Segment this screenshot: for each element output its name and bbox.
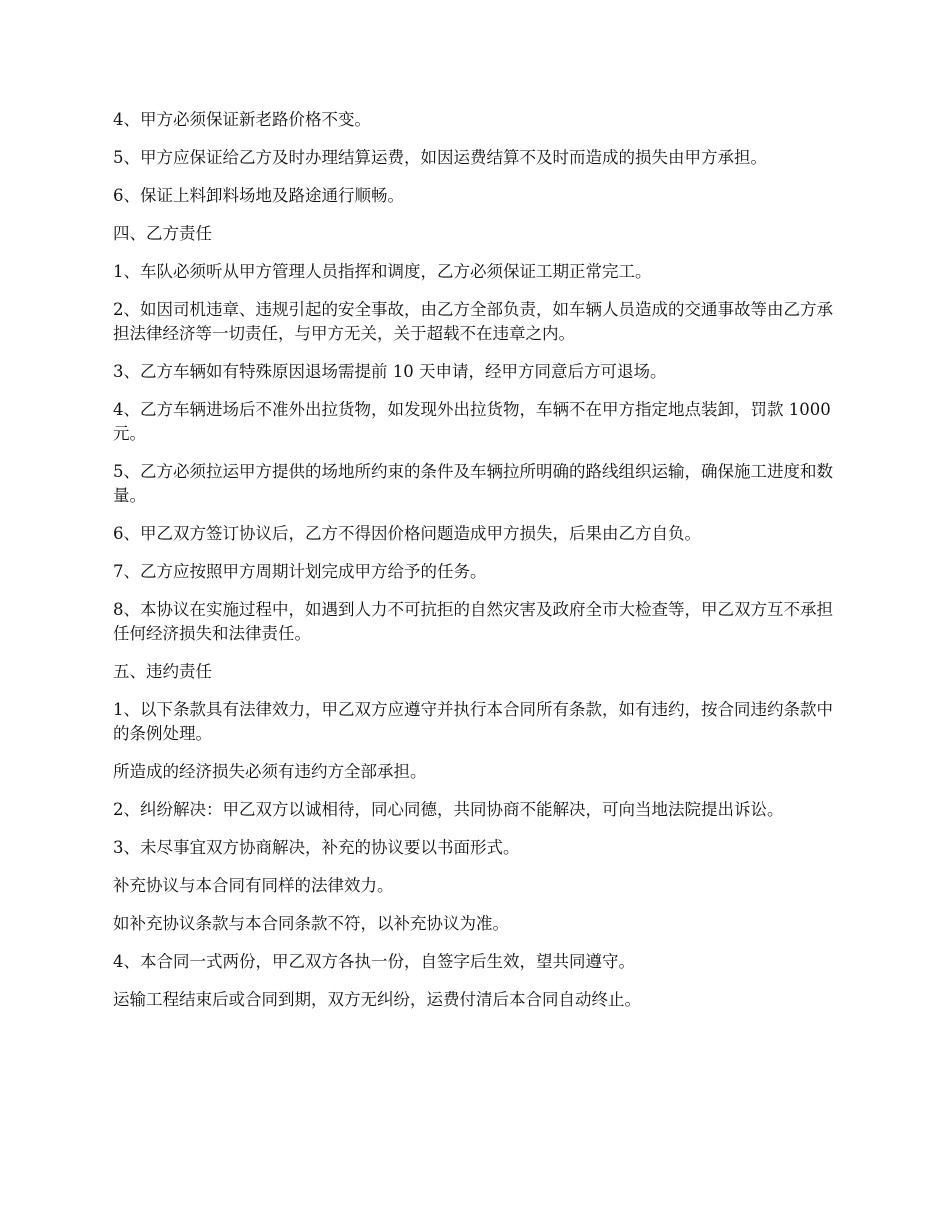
clause-yi-7: 7、乙方应按照甲方周期计划完成甲方给予的任务。	[113, 562, 487, 581]
clause-termination: 运输工程结束后或合同到期，双方无纠纷，运费付清后本合同自动终止。	[113, 990, 641, 1009]
clause-breach-1-loss: 所造成的经济损失必须有违约方全部承担。	[113, 762, 427, 781]
clause-breach-3: 3、未尽事宜双方协商解决，补充的协议要以书面形式。	[113, 838, 520, 857]
clause-jia-4: 4、甲方必须保证新老路价格不变。	[113, 110, 371, 129]
document-body	[113, 108, 833, 1026]
clause-yi-5: 5、乙方必须拉运甲方提供的场地所约束的条件及车辆拉所明确的路线组织运输，确保施工进度和数量。	[113, 462, 833, 505]
clause-yi-1: 1、车队必须听从甲方管理人员指挥和调度，乙方必须保证工期正常完工。	[113, 262, 652, 281]
clause-yi-3: 3、乙方车辆如有特殊原因退场需提前 10 天申请，经甲方同意后方可退场。	[113, 362, 667, 381]
clause-breach-1: 1、以下条款具有法律效力，甲乙双方应遵守并执行本合同所有条款，如有违约，按合同违约条款中的条例处理。	[113, 700, 833, 743]
clause-jia-6: 6、保证上料卸料场地及路途通行顺畅。	[113, 186, 404, 205]
clause-breach-4: 4、本合同一式两份，甲乙双方各执一份，自签字后生效，望共同遵守。	[113, 952, 635, 971]
clause-yi-8: 8、本协议在实施过程中，如遇到人力不可抗拒的自然灾害及政府全市大检查等，甲乙双方互不承担任何经济损失和法律责任。	[113, 600, 833, 643]
clause-jia-5: 5、甲方应保证给乙方及时办理结算运费，如因运费结算不及时而造成的损失由甲方承担。	[113, 148, 767, 167]
clause-breach-2: 2、纠纷解决：甲乙双方以诚相待，同心同德，共同协商不能解决，可向当地法院提出诉讼。	[113, 800, 784, 819]
clause-breach-3-validity: 补充协议与本合同有同样的法律效力。	[113, 876, 394, 895]
clause-yi-2: 2、如因司机违章、违规引起的安全事故，由乙方全部负责，如车辆人员造成的交通事故等由乙方承担法律经济等一切责任，与甲方无关，关于超载不在违章之内。	[113, 300, 833, 343]
clause-breach-3-precedence: 如补充协议条款与本合同条款不符，以补充协议为准。	[113, 914, 509, 933]
clause-yi-4: 4、乙方车辆进场后不准外出拉货物，如发现外出拉货物，车辆不在甲方指定地点装卸，罚款 1000 元。	[113, 400, 831, 443]
section-heading-breach-liability: 五、违约责任	[113, 662, 212, 681]
clause-yi-6: 6、甲乙双方签订协议后，乙方不得因价格问题造成甲方损失，后果由乙方自负。	[113, 524, 701, 543]
section-heading-yi-responsibility: 四、乙方责任	[113, 224, 212, 243]
